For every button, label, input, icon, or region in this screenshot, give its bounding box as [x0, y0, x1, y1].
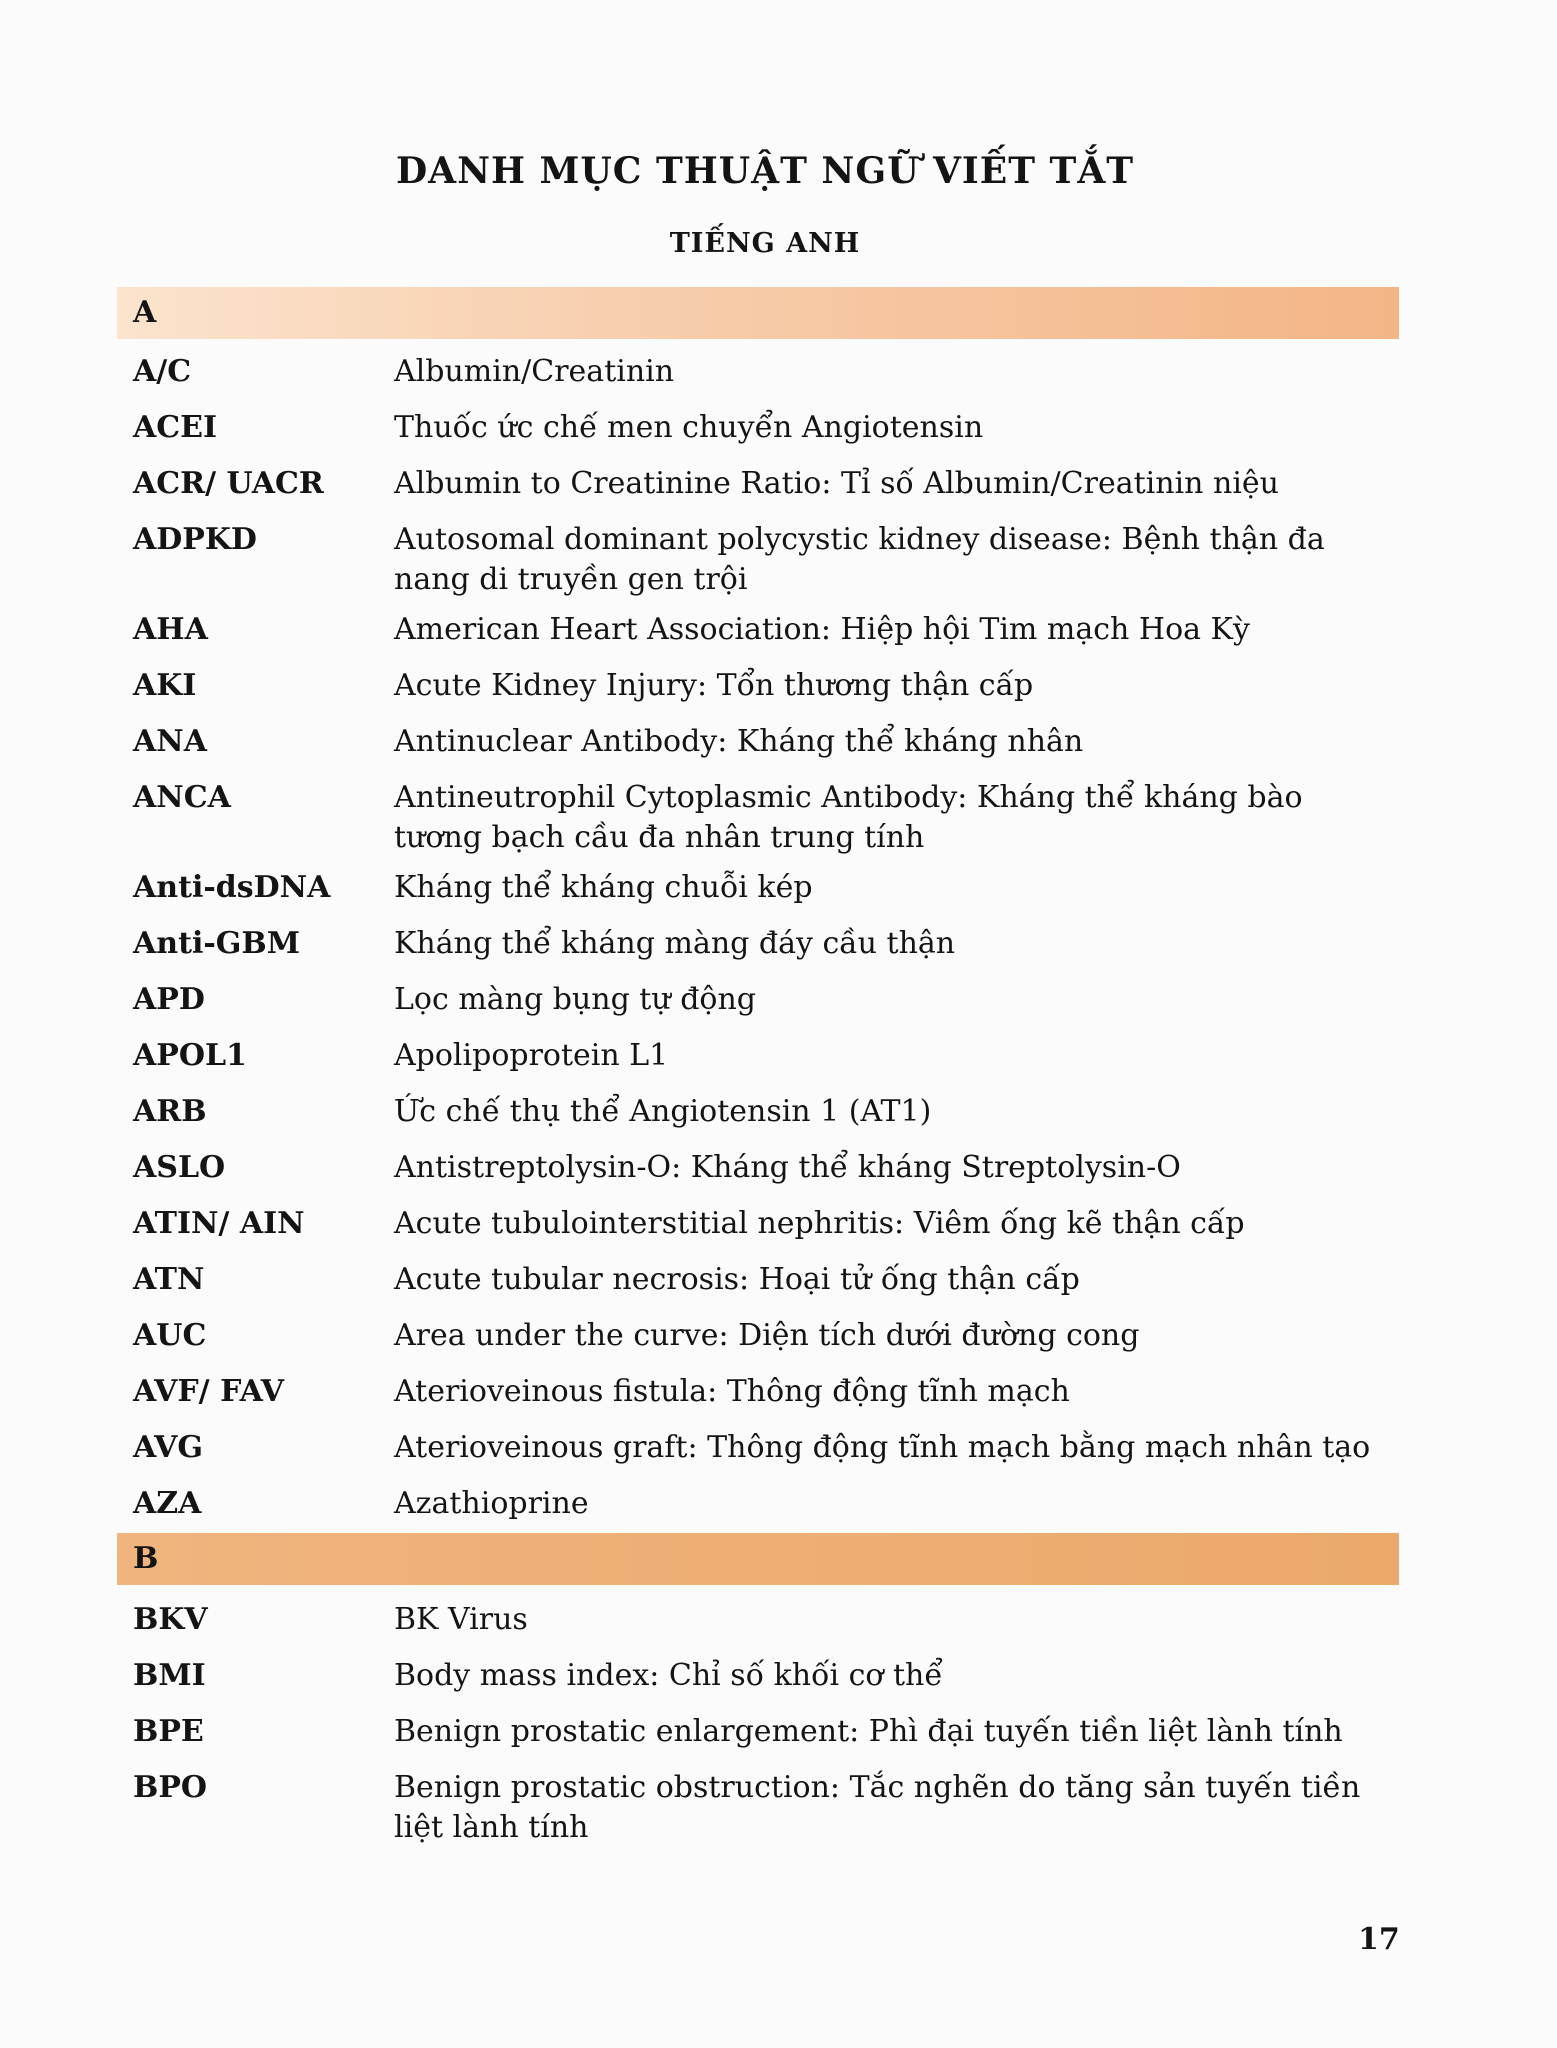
entry-definition: Albumin to Creatinine Ratio: Tỉ số Albumin/Creatinin niệu: [394, 466, 1279, 501]
glossary-entry: [0, 1204, 1557, 1250]
glossary-entry: [0, 1148, 1557, 1194]
entry-abbreviation: BPE: [133, 1714, 204, 1749]
entry-abbreviation: ATN: [133, 1262, 205, 1297]
entry-abbreviation: ANCA: [133, 780, 231, 815]
glossary-entry: [0, 778, 1557, 858]
entry-definition: Body mass index: Chỉ số khối cơ thể: [394, 1658, 943, 1693]
entry-definition: Kháng thể kháng màng đáy cầu thận: [394, 926, 956, 961]
entry-definition: Ức chế thụ thể Angiotensin 1 (AT1): [394, 1094, 932, 1129]
entry-abbreviation: Anti-dsDNA: [133, 870, 331, 905]
entry-abbreviation: BMI: [133, 1658, 206, 1693]
entry-abbreviation: ANA: [133, 724, 207, 759]
section-header-b: B: [117, 1533, 1399, 1585]
glossary-entry: [0, 408, 1557, 454]
section-header-a: A: [117, 287, 1399, 339]
entry-abbreviation: ADPKD: [133, 522, 257, 557]
entry-definition: Acute tubular necrosis: Hoại tử ống thận cấp: [394, 1262, 1080, 1297]
entry-abbreviation: APD: [133, 982, 205, 1017]
entry-definition: Antinuclear Antibody: Kháng thể kháng nhân: [394, 724, 1084, 759]
glossary-entry: [0, 352, 1557, 398]
glossary-entry: [0, 1656, 1557, 1702]
glossary-entry: [0, 980, 1557, 1026]
entry-definition: Aterioveinous graft: Thông động tĩnh mạch bằng mạch nhân tạo: [394, 1430, 1371, 1465]
section-a-list: [0, 352, 1557, 1540]
entry-abbreviation: AHA: [133, 612, 208, 647]
glossary-entry: [0, 1316, 1557, 1362]
page-number: 17: [1358, 1922, 1400, 1957]
entry-abbreviation: AUC: [133, 1318, 207, 1353]
entry-definition: American Heart Association: Hiệp hội Tim mạch Hoa Kỳ: [394, 612, 1250, 647]
entry-definition: Albumin/Creatinin: [394, 354, 675, 389]
entry-definition: Thuốc ức chế men chuyển Angiotensin: [394, 410, 984, 445]
glossary-entry: [0, 1372, 1557, 1418]
glossary-entry: [0, 868, 1557, 914]
entry-abbreviation: AVG: [133, 1430, 203, 1465]
glossary-entry: [0, 610, 1557, 656]
entry-definition: Lọc màng bụng tự động: [394, 982, 757, 1017]
entry-definition: BK Virus: [394, 1602, 528, 1637]
entry-definition: Benign prostatic enlargement: Phì đại tuyến tiền liệt lành tính: [394, 1714, 1343, 1749]
entry-definition: Antineutrophil Cytoplasmic Antibody: Kháng thể kháng bào tương bạch cầu đa nhân trung tính: [394, 780, 1303, 855]
entry-abbreviation: APOL1: [133, 1038, 247, 1073]
page-title: DANH MỤC THUẬT NGỮ VIẾT TẮT: [395, 150, 1135, 192]
entry-abbreviation: AVF/ FAV: [133, 1374, 284, 1409]
glossary-entry: [0, 1768, 1557, 1848]
entry-abbreviation: AKI: [133, 668, 197, 703]
entry-abbreviation: ASLO: [133, 1150, 226, 1185]
entry-definition: Aterioveinous fistula: Thông động tĩnh mạch: [394, 1374, 1070, 1409]
glossary-entry: [0, 924, 1557, 970]
page-subtitle: TIẾNG ANH: [669, 228, 861, 259]
glossary-entry: [0, 1260, 1557, 1306]
glossary-entry: [0, 520, 1557, 600]
entry-abbreviation: AZA: [133, 1486, 202, 1521]
section-b-list: [0, 1600, 1557, 1858]
entry-abbreviation: Anti-GBM: [133, 926, 300, 961]
glossary-entry: [0, 464, 1557, 510]
entry-definition: Kháng thể kháng chuỗi kép: [394, 870, 813, 905]
entry-definition: Acute tubulointerstitial nephritis: Viêm ống kẽ thận cấp: [394, 1206, 1245, 1241]
glossary-entry: [0, 722, 1557, 768]
entry-definition: Antistreptolysin-O: Kháng thể kháng Streptolysin-O: [394, 1150, 1181, 1185]
entry-definition: Azathioprine: [394, 1486, 589, 1521]
entry-definition: Acute Kidney Injury: Tổn thương thận cấp: [394, 668, 1034, 703]
entry-abbreviation: ARB: [133, 1094, 207, 1129]
glossary-entry: [0, 1036, 1557, 1082]
entry-abbreviation: ATIN/ AIN: [133, 1206, 305, 1241]
entry-abbreviation: ACEI: [133, 410, 218, 445]
entry-definition: Apolipoprotein L1: [394, 1038, 669, 1073]
entry-definition: Area under the curve: Diện tích dưới đường cong: [394, 1318, 1140, 1353]
entry-definition: Benign prostatic obstruction: Tắc nghẽn do tăng sản tuyến tiền liệt lành tính: [394, 1770, 1361, 1845]
entry-abbreviation: BKV: [133, 1602, 208, 1637]
entry-abbreviation: A/C: [133, 354, 192, 389]
glossary-entry: [0, 1484, 1557, 1530]
entry-abbreviation: ACR/ UACR: [133, 466, 324, 501]
entry-definition: Autosomal dominant polycystic kidney disease: Bệnh thận đa nang di truyền gen trội: [394, 522, 1325, 597]
glossary-entry: [0, 1092, 1557, 1138]
entry-abbreviation: BPO: [133, 1770, 208, 1805]
glossary-entry: [0, 1712, 1557, 1758]
glossary-entry: [0, 1428, 1557, 1474]
glossary-entry: [0, 1600, 1557, 1646]
glossary-entry: [0, 666, 1557, 712]
